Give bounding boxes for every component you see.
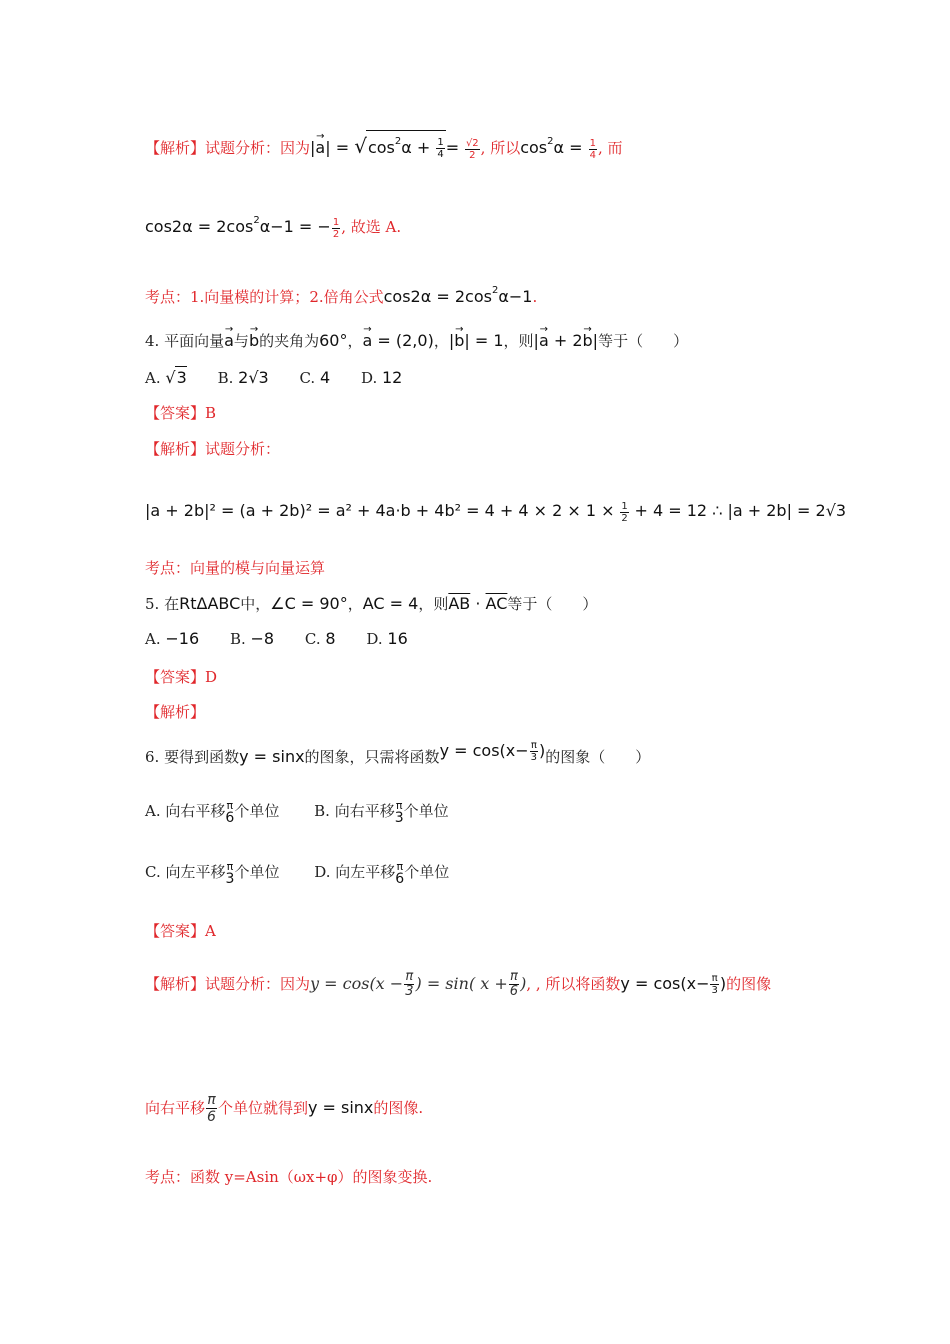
function-sinx: y = sinx (307, 1098, 374, 1117)
vector-b: → b (249, 330, 259, 352)
option-b[interactable]: B. −8 (229, 629, 275, 648)
stem-text: 等于（ ） (507, 595, 598, 613)
option-d[interactable]: D. 向左平移 π 6 个单位 (314, 860, 450, 887)
triangle: RtΔABC (179, 594, 241, 613)
option-b[interactable]: B. 2√3 (217, 368, 269, 387)
stem-text: 等于（ ） (598, 332, 689, 350)
q6-stem (145, 740, 651, 769)
option-d[interactable]: D. 12 (360, 368, 403, 387)
vector-ac: $\overline{AC}$ (485, 594, 508, 613)
q6-options-row-2 (145, 861, 449, 885)
stem-text: 在 (164, 595, 180, 613)
stem-text: 与 (233, 332, 249, 350)
calc-expr: |a + 2b|² = (a + 2b)² = a² + 4a·b + 4b² = 4 + 4 × 2 × 1 × (145, 501, 615, 520)
vector-a-value: → a = (2,0) (362, 331, 433, 350)
option-a[interactable]: A. √3 (145, 368, 187, 387)
function-sinx: y = sinx (239, 747, 305, 766)
q5-options (145, 628, 408, 650)
option-c[interactable]: C. 8 (304, 629, 336, 648)
eq2-frac: $\frac{1}{4}$ (589, 137, 597, 161)
eq1-equals: = (445, 138, 460, 157)
kaodian-text: 考点：1.向量模的计算；2.倍角公式 (145, 288, 384, 306)
q6-analysis-line-1 (145, 970, 771, 999)
eq2: $\cos^2\alpha$ = (520, 136, 588, 157)
option-c[interactable]: C. 4 (299, 368, 331, 387)
q4-stem (145, 330, 688, 352)
stem-text: 要得到函数 (164, 748, 240, 766)
q3-kaodian (145, 280, 537, 308)
analysis-tag: 【解析】 (145, 139, 206, 157)
q5-analysis: 【解析】 (145, 703, 206, 721)
function-cos: y = cos(x− $\frac{\pi}{3}$ ) (439, 740, 546, 763)
eq3: $\cos 2\alpha = 2\cos^2\alpha-1$ = − (145, 215, 331, 236)
analysis-end: 的图像 (726, 975, 772, 993)
q6-analysis-line-2 (145, 1092, 423, 1125)
eq1-result: $\frac{√2}{2}$ (465, 137, 479, 161)
question-number: 4. (145, 332, 160, 350)
q4-analysis: 【解析】试题分析： (145, 440, 281, 458)
analysis-lead: 试题分析：因为 (205, 139, 311, 157)
option-c[interactable]: C. 向左平移 π 3 个单位 (145, 860, 280, 887)
question-number: 6. (145, 748, 160, 766)
q5-stem (145, 593, 597, 615)
analysis-text: 向右平移 (145, 1099, 206, 1117)
angle-c: ∠C = 90° (270, 594, 348, 613)
vector-ab: $\overline{AB}$ (448, 594, 471, 613)
q4-answer: 【答案】B (145, 404, 217, 422)
stem-text: 平面向量 (164, 332, 225, 350)
option-d[interactable]: D. 16 (366, 629, 408, 648)
target-expr: |→ a + 2→ b| (534, 331, 599, 350)
q4-kaodian: 考点：向量的模与向量运算 (145, 559, 326, 577)
option-b[interactable]: B. 向右平移 π 3 个单位 (314, 799, 449, 826)
eq3-frac: $\frac{1}{2}$ (332, 216, 340, 240)
eq1-lhs: |→ a| = (310, 138, 354, 157)
kaodian-formula: $\cos 2\alpha = 2\cos^2\alpha-1$ (383, 285, 533, 306)
stem-text: ， (433, 332, 449, 350)
stem-text: 的图象，只需将函数 (304, 748, 440, 766)
stem-text: 的夹角为 (259, 332, 320, 350)
analysis-lead: 【解析】试题分析：因为 (145, 975, 311, 993)
q6-options-row-1 (145, 800, 449, 824)
dot-operator: · (470, 594, 486, 613)
stem-text: 的图象（ ） (545, 748, 651, 766)
side-ac: AC = 4 (362, 594, 419, 613)
stem-text: 中， (240, 595, 271, 613)
question-number: 5. (145, 595, 160, 613)
q3-analysis-line-1 (145, 130, 623, 161)
analysis-text: 个单位就得到 (217, 1099, 308, 1117)
option-a[interactable]: A. −16 (145, 629, 200, 648)
calc-frac: $\frac{1}{2}$ (621, 500, 628, 524)
vector-a: → a (224, 330, 234, 352)
mod-b-value: |→ b| = 1 (449, 331, 504, 350)
pi-over-6: $\frac{\pi}{6}$ (207, 1092, 216, 1125)
angle-value: 60° (319, 331, 348, 350)
analysis-formula-image: y = cos(x − $\frac{\pi}{3}$ ) = sin( x + $\frac{\pi}{6}$ ) (310, 969, 527, 999)
analysis-text: 的图像. (373, 1099, 424, 1117)
stem-text: ，则 (503, 332, 534, 350)
kaodian-end: . (532, 288, 538, 306)
option-a[interactable]: A. 向右平移 π 6 个单位 (145, 799, 280, 826)
stem-text: ， (347, 332, 363, 350)
stem-text: ， (347, 595, 363, 613)
analysis-function: y = cos(x− $\frac{\pi}{3}$ ) (620, 973, 727, 996)
calc-tail: + 4 = 12 ∴ |a + 2b| = 2√3 (634, 501, 847, 520)
q4-options (145, 366, 402, 389)
q4-calc (145, 500, 846, 524)
q6-kaodian: 考点：函数 y=Asin（ωx+φ）的图象变换. (145, 1168, 433, 1186)
eq1-sep: , 所以 (480, 139, 521, 157)
analysis-mid: , , 所以将函数 (526, 975, 621, 993)
eq2-tail: , 而 (598, 139, 623, 157)
q3-analysis-line-2 (145, 210, 401, 240)
stem-text: ，则 (418, 595, 449, 613)
q5-answer: 【答案】D (145, 668, 218, 686)
eq1-sqrt: $√\cos^2\alpha$ + $\frac{1}{4}$ (354, 138, 446, 157)
eq3-tail: , 故选 A. (341, 218, 402, 236)
q6-answer: 【答案】A (145, 922, 216, 940)
